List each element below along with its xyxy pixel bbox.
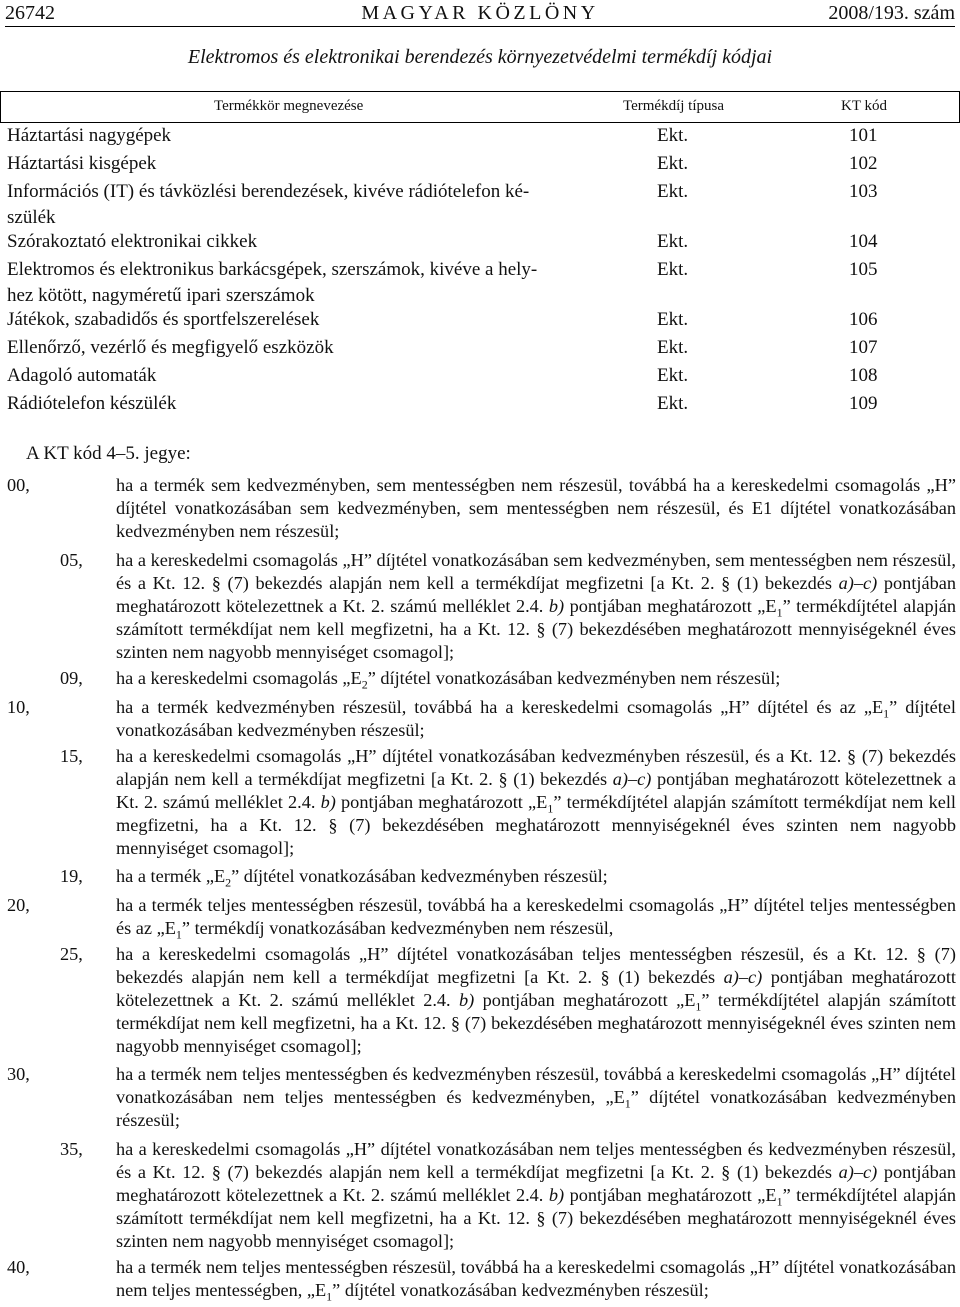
note-title: A KT kód 4–5. jegye: — [26, 443, 191, 464]
issue-number: 2008/193. szám — [828, 2, 955, 24]
kt-code-cell: 106 — [849, 309, 878, 330]
kt-code-cell: 101 — [849, 125, 878, 146]
note-text: ha a termék nem teljes mentességben részesül, továbbá ha a kereskedelmi csomagolás „H” díjtétel vonatkozásában nem teljes mentességben, $„E_1$” díjtétel vonatkozásában kedvezményben részesül; — [116, 1257, 956, 1304]
kt-code-cell: 109 — [849, 393, 878, 414]
note-text: ha a kereskedelmi csomagolás „H” díjtétel vonatkozásában sem kedvezményben, sem mentességben nem részesül, és a Kt. 12. § (7) bekezdés alapján nem kell a termékdíjat megfizetni [a Kt. 2. § (1) bekezdés a)–c) pontjában meghatározott kötelezettnek a Kt. 2. számú melléklet 2.4. b) pontjában meghatározott $„E_1$” termékdíjtétel alapján számított termékdíjat nem kell megfizetni, ha a Kt. 12. § (7) bekezdésében meghatározott mennyiségeknél éves szinten nem nagyobb mennyiséget csomagol]; — [116, 550, 956, 662]
note-text: ha a termék kedvezményben részesül, továbbá ha a kereskedelmi csomagolás „H” díjtétel és az $„E_1$” díjtétel vonatkozásában kedvezményben részesül; — [116, 697, 956, 740]
note-text: ha a kereskedelmi csomagolás „H” díjtétel vonatkozásában nem teljes mentességben és kedvezményben részesül, és a Kt. 12. § (7) bekezdés alapján nem kell a termékdíjat megfizetni [a Kt. 2. § (1) bekezdés a)–c) pontjában meghatározott kötelezettnek a Kt. 2. számú melléklet 2.4. b) pontjában meghatározott $„E_1$” termékdíjtétel alapján számított termékdíjat nem kell megfizetni, ha a Kt. 12. § (7) bekezdésében meghatározott mennyiségeknél éves szinten nem nagyobb mennyiséget csomagol]; — [116, 1139, 956, 1251]
note-code: 25, — [60, 944, 83, 964]
document-title: Elektromos és elektronikai berendezés környezetvédelmi termékdíj kódjai — [187, 46, 773, 68]
note-code: 10, — [7, 697, 30, 717]
column-header-name: Termékkör megnevezése — [214, 98, 364, 114]
product-group-cell: Háztartási kisgépek — [7, 153, 157, 174]
kt-code-cell: 103 — [849, 181, 878, 202]
kt-code-cell: 107 — [849, 337, 878, 358]
fee-type-cell: Ekt. — [657, 365, 689, 386]
note-text: ha a termék nem teljes mentességben és kedvezményben részesül, továbbá a kereskedelmi csomagolás „H” díjtétel vonatkozásában nem teljes mentességben és kedvezményben, $„E_1$” díjtétel vonatkozásában kedvezményben részesül; — [116, 1064, 956, 1130]
product-group-cell: Rádiótelefon készülék — [7, 393, 177, 414]
fee-type-cell: Ekt. — [657, 259, 689, 280]
note-text: ha a termék $„E_2$” díjtétel vonatkozásában kedvezményben részesül; — [116, 866, 608, 890]
note-code: 15, — [60, 746, 83, 766]
product-group-cell: Játékok, szabadidős és sportfelszerelések — [7, 309, 320, 330]
product-group-cell: Információs (IT) és távközlési berendezések, kivéve rádiótelefon ké- szülék — [7, 181, 530, 228]
header-rule — [5, 26, 955, 27]
note-code: 05, — [60, 550, 83, 570]
fee-type-cell: Ekt. — [657, 231, 689, 252]
table-header — [0, 91, 960, 123]
product-group-cell: Elektromos és elektronikus barkácsgépek, szerszámok, kivéve a hely- hez kötött, nagyméretű ipari szerszámok — [7, 259, 538, 306]
note-text: ha a termék teljes mentességben részesül, továbbá ha a kereskedelmi csomagolás „H” díjtétel teljes mentességben és az $„E_1$” termékdíj vonatkozásában kedvezményben nem részesül, — [116, 895, 956, 942]
product-group-cell: Ellenőrző, vezérlő és megfigyelő eszközök — [7, 337, 334, 358]
page-number: 26742 — [5, 2, 55, 24]
kt-code-cell: 108 — [849, 365, 878, 386]
note-text: ha a kereskedelmi csomagolás $„E_2$” díjtétel vonatkozásában kedvezményben nem részesül; — [116, 668, 781, 692]
note-text: ha a kereskedelmi csomagolás „H” díjtétel vonatkozásában kedvezményben részesül, és a Kt. 12. § (7) bekezdés alapján nem kell a termékdíjat megfizetni [a Kt. 2. § (1) bekezdés a)–c) pontjában meghatározott kötelezettnek a Kt. 2. számú melléklet 2.4. b) pontjában meghatározott $„E_1$” termékdíjtétel alapján számított termékdíjat nem kell megfizetni, ha a Kt. 12. § (7) bekezdésében meghatározott mennyiségeknél éves szinten nem nagyobb mennyiséget csomagol]; — [116, 746, 956, 858]
note-code: 35, — [60, 1139, 83, 1159]
kt-code-cell: 102 — [849, 153, 878, 174]
fee-type-cell: Ekt. — [657, 153, 689, 174]
note-text: ha a termék sem kedvezményben, sem mentességben nem részesül, továbbá ha a kereskedelmi csomagolás „H” díjtétel vonatkozásában sem kedvezményben, sem mentességben nem részesül, és E1 díjtétel vonatkozásában kedvezményben nem részesül; — [116, 475, 956, 541]
note-code: 20, — [7, 895, 30, 915]
journal-name: MAGYAR KÖZLÖNY — [361, 2, 599, 24]
fee-type-cell: Ekt. — [657, 393, 689, 414]
product-group-cell: Háztartási nagygépek — [7, 125, 172, 146]
column-header-type: Termékdíj típusa — [623, 98, 725, 114]
product-group-cell: Szórakoztató elektronikai cikkek — [7, 231, 258, 252]
note-code: 40, — [7, 1257, 30, 1277]
fee-type-cell: Ekt. — [657, 125, 689, 146]
page-header — [5, 0, 955, 26]
product-group-cell: Adagoló automaták — [7, 365, 157, 386]
fee-type-cell: Ekt. — [657, 309, 689, 330]
fee-type-cell: Ekt. — [657, 181, 689, 202]
note-code: 30, — [7, 1064, 30, 1084]
fee-type-cell: Ekt. — [657, 337, 689, 358]
note-code: 19, — [60, 866, 83, 886]
column-header-code: KT kód — [841, 98, 887, 114]
kt-code-cell: 104 — [849, 231, 878, 252]
note-text: ha a kereskedelmi csomagolás „H” díjtétel vonatkozásában teljes mentességben részesül, és a Kt. 12. § (7) bekezdés alapján nem kell a termékdíjat megfizetni [a Kt. 2. § (1) bekezdés a)–c) pontjában meghatározott kötelezettnek a Kt. 2. számú melléklet 2.4. b) pontjában meghatározott $„E_1$” termékdíjtétel alapján számított termékdíjat nem kell megfizetni, ha a Kt. 12. § (7) bekezdésében meghatározott mennyiségeknél éves szinten nem nagyobb mennyiséget csomagol]; — [116, 944, 957, 1056]
note-code: 00, — [7, 475, 30, 495]
note-code: 09, — [60, 668, 83, 688]
kt-code-cell: 105 — [849, 259, 878, 280]
